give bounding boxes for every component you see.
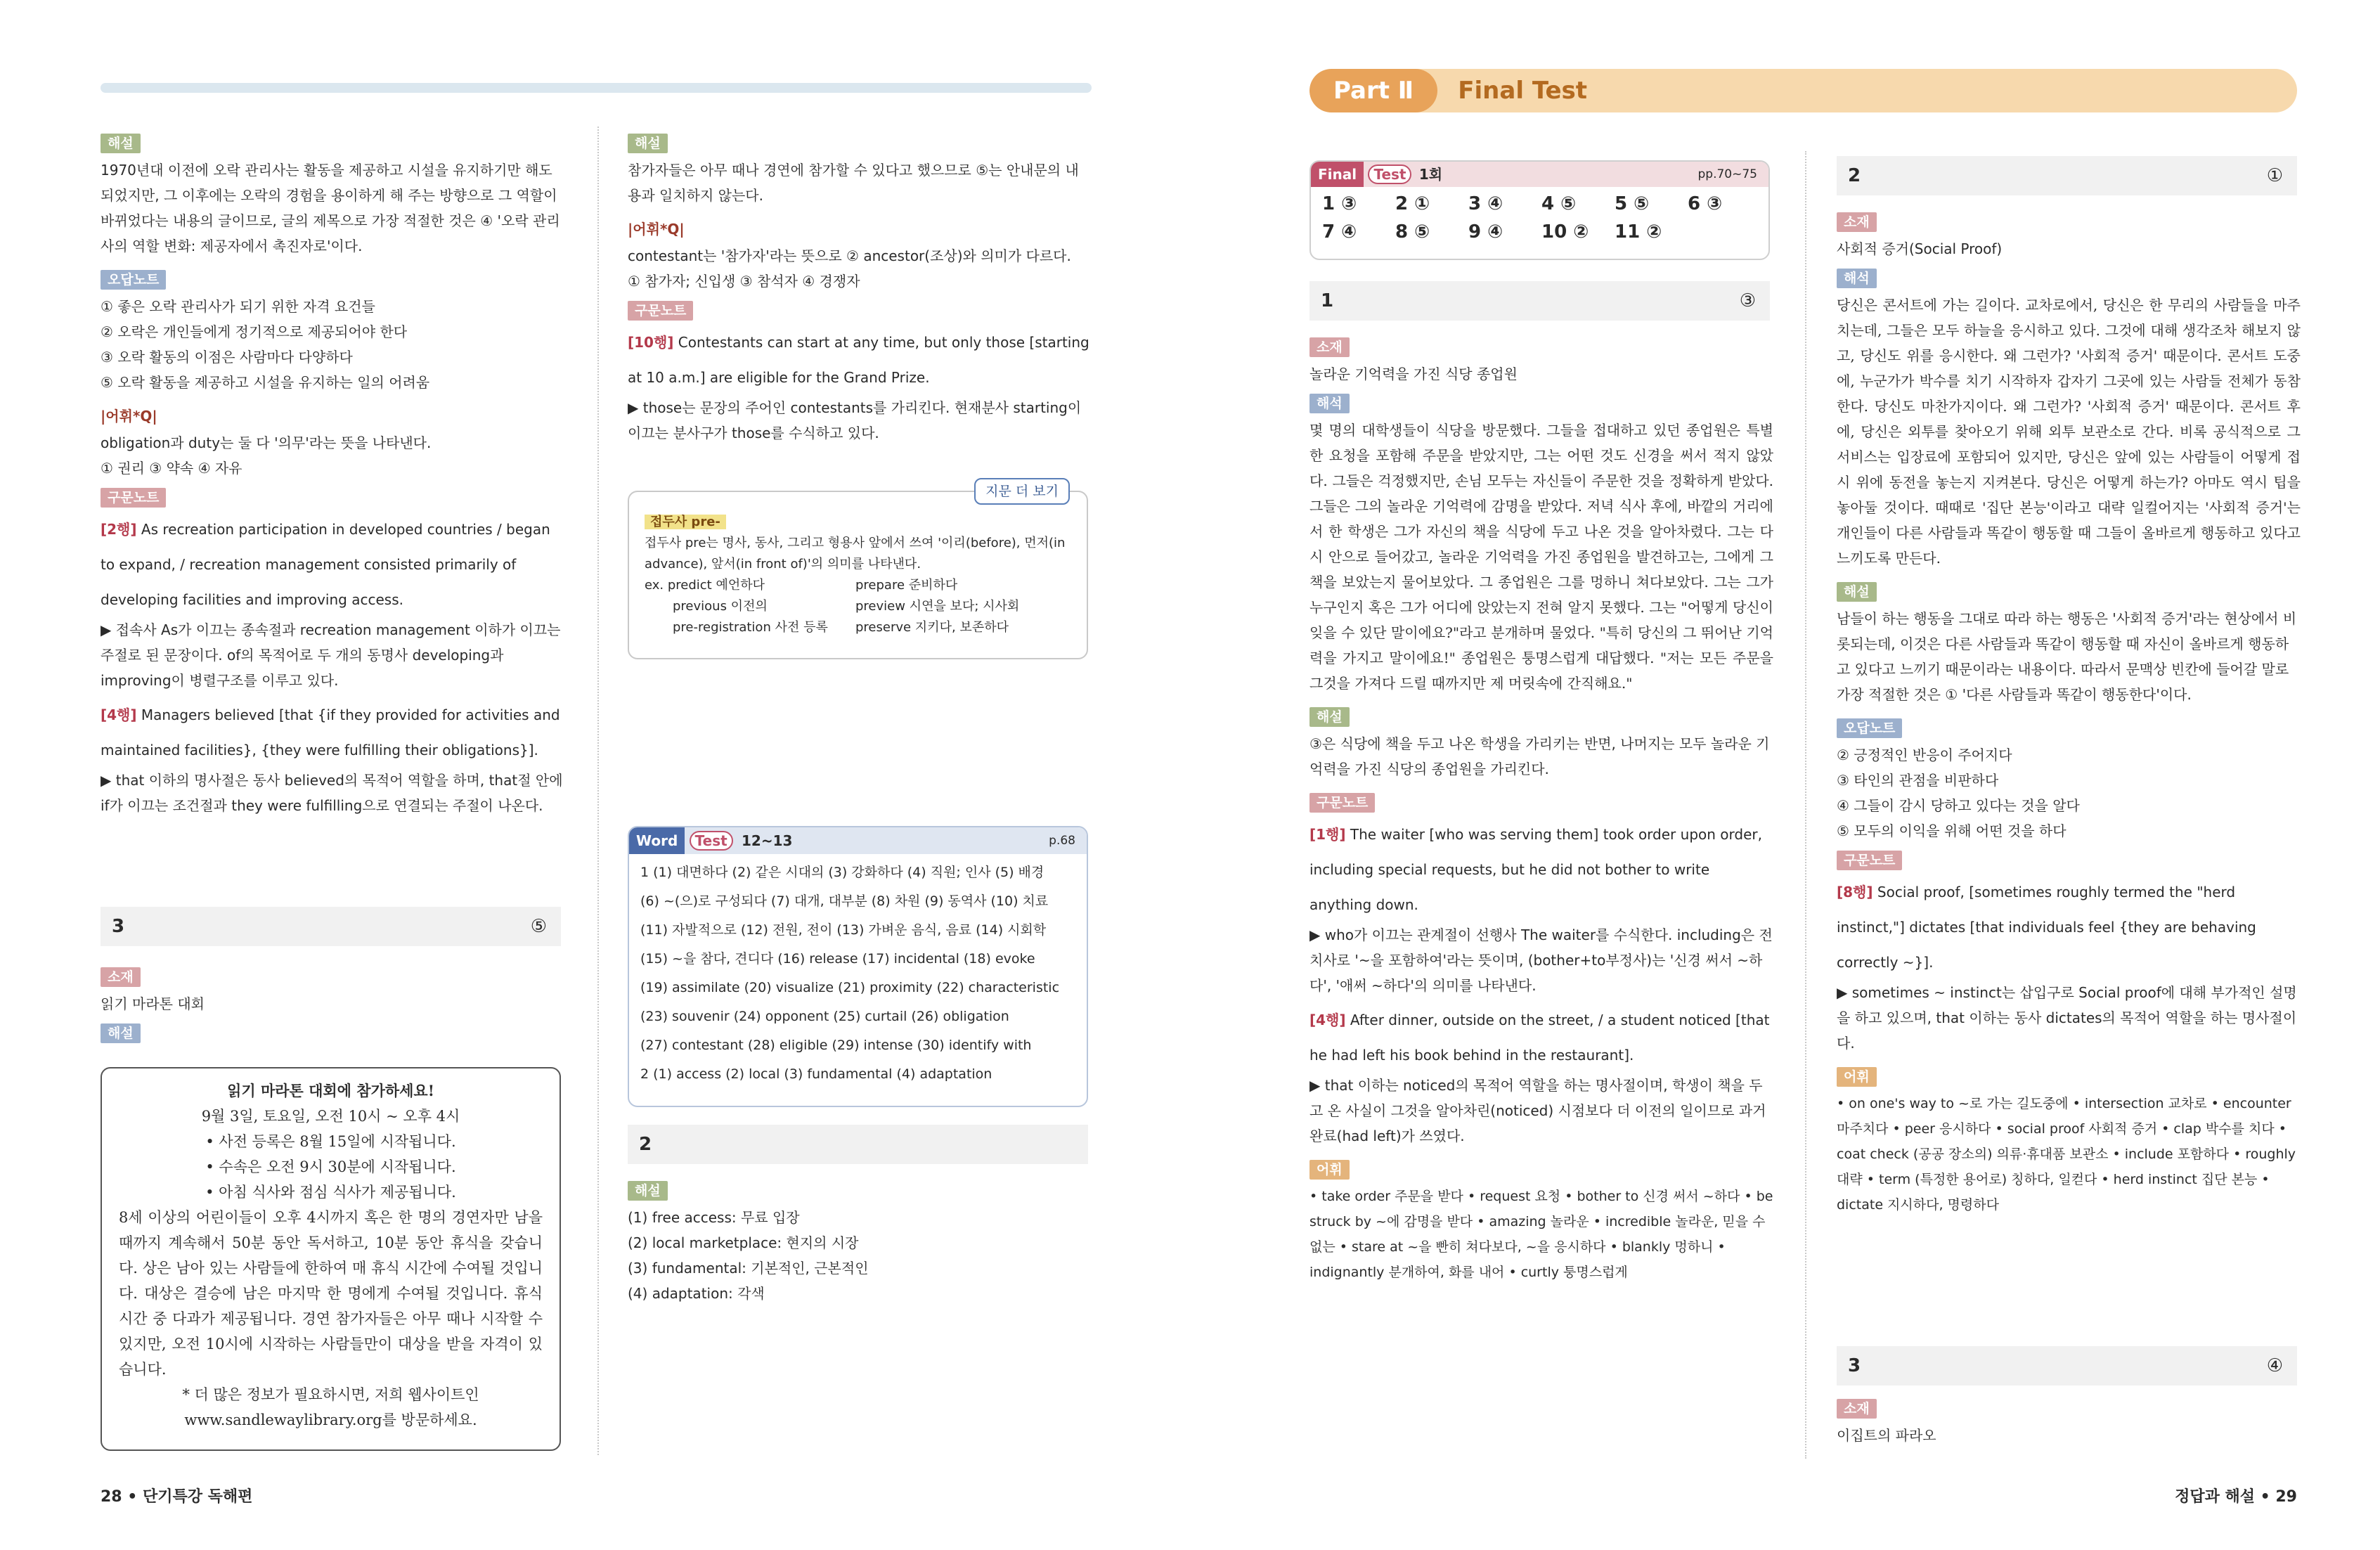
answer-cell: 4 ⑤ bbox=[1541, 193, 1577, 214]
sentence-text: Managers believed [that {if they provided for activities and maintained facilities}, {they were fulfilling their obligations}]. bbox=[101, 706, 560, 758]
answer-cell: 7 ④ bbox=[1322, 221, 1357, 243]
section-answer: ③ bbox=[1739, 290, 1756, 311]
section-3-header bbox=[101, 907, 561, 946]
final-test-box bbox=[1309, 160, 1770, 260]
gumun-explanation-2: ▶ that 이하는 noticed의 목적어 역할을 하는 명사절이며, 학생이 책을 두고 온 사실이 그것을 알아차린(noticed) 시점보다 더 이전의 일이므로 과거완료(had left)가 쓰였다. bbox=[1309, 1077, 1766, 1144]
eohwi-tag: 어휘 bbox=[1837, 1067, 1877, 1087]
sojae-tag: 소재 bbox=[101, 967, 141, 987]
answer-cell: 1 ③ bbox=[1322, 193, 1357, 214]
eohwi-text: • take order 주문을 받다 • request 요청 • bother to 신경 써서 ~하다 • be struck by ~에 감명을 받다 • amazing 놀라운 • incredible 놀라운, 믿을 수 없는 • stare at ~을 빤히 쳐다보다, ~을 응시하다 • blankly 멍하니 • indignantly 분개하여, 화를 내어 • curtly 퉁명스럽게 bbox=[1309, 1189, 1773, 1280]
final-test-header bbox=[1311, 162, 1768, 187]
vocab-q-text: obligation과 duty는 둘 다 '의무'라는 뜻을 나타낸다. bbox=[101, 434, 432, 451]
section-answer: ⑤ bbox=[530, 916, 547, 937]
sentence-text: Social proof, [sometimes roughly termed the "herd instinct,"] dictates [that individuals feel {they are behaving correctly ~}]. bbox=[1837, 884, 2256, 971]
final-test-pages: pp.70~75 bbox=[1697, 167, 1757, 181]
haeseol-tag: 해설 bbox=[1837, 582, 1877, 602]
section-number: 2 bbox=[1848, 165, 1861, 186]
line-ref: [4행] bbox=[101, 706, 137, 723]
section-3-meta-right bbox=[1837, 1392, 2301, 1448]
right-column-4 bbox=[1837, 205, 2301, 1222]
haeseol-text: ③은 식당에 책을 두고 나온 학생을 가리키는 반면, 나머지는 모두 놀라운 기억력을 가진 식당의 종업원을 가리킨다. bbox=[1309, 735, 1770, 777]
answer-cell: 10 ② bbox=[1541, 221, 1589, 243]
word-test-line: (15) ~을 참다, 견디다 (16) release (17) incidental (18) evoke bbox=[640, 951, 1035, 967]
answer-cell: 9 ④ bbox=[1468, 221, 1503, 243]
odab-item: ③ 타인의 관점을 비판하다 bbox=[1837, 772, 1999, 789]
notice-bullet: • 수속은 오전 9시 30분에 시작됩니다. bbox=[205, 1158, 456, 1175]
haeseol-tag: 해설 bbox=[628, 1181, 668, 1201]
word-test-page: p.68 bbox=[1049, 834, 1075, 848]
sojae-tag: 소재 bbox=[1837, 212, 1877, 232]
sentence-text: After dinner, outside on the street, / a student noticed [that he had left his book behind in the restaurant]. bbox=[1309, 1012, 1770, 1064]
left-column-2 bbox=[628, 127, 1092, 450]
line-ref: [10행] bbox=[628, 334, 674, 351]
answer-cell: 11 ② bbox=[1615, 221, 1662, 243]
odab-item: ② 긍정적인 반응이 주어지다 bbox=[1837, 747, 2012, 763]
column-divider bbox=[1805, 151, 1806, 1459]
left-column-1 bbox=[101, 127, 564, 822]
gumun-sentence-1 bbox=[101, 512, 564, 617]
gumun-tag: 구문노트 bbox=[101, 488, 166, 508]
notice-footer: * 더 많은 정보가 필요하시면, 저희 웹사이트인 bbox=[182, 1386, 479, 1403]
top-rule-left bbox=[101, 83, 1092, 93]
gumun-explanation: ▶ sometimes ~ instinct는 삽입구로 Social proof에 대해 부가적인 설명을 하고 있으며, that 이하는 동사 dictates의 목적어 역할을 하는 명사절이다. bbox=[1837, 984, 2297, 1052]
word-test-line: 2 (1) access (2) local (3) fundamental (4) adaptation bbox=[640, 1066, 992, 1082]
odab-list bbox=[1837, 742, 2301, 844]
sentence-text: As recreation participation in developed countries / began to expand, / recreation management consisted primarily of developing facilities and improving access. bbox=[101, 521, 550, 608]
vocab-q-heading: |어휘*Q| bbox=[628, 221, 685, 238]
prefix-title: 접두사 pre- bbox=[645, 515, 726, 529]
more-passage-label: 지문 더 보기 bbox=[974, 478, 1070, 505]
sentence-text: Contestants can start at any time, but only those [starting at 10 a.m.] are eligible for the Grand Prize. bbox=[628, 334, 1089, 386]
gumun-explanation-2: ▶ that 이하의 명사절은 동사 believed의 목적어 역할을 하며, that절 안에 if가 이끄는 조건절과 they were fulfilling으로 연결되는 주절이 나온다. bbox=[101, 772, 563, 814]
more-passage-box bbox=[628, 484, 1088, 659]
part-banner bbox=[1309, 69, 2297, 112]
odab-item: ⑤ 오락 활동을 제공하고 시설을 유지하는 일의 어려움 bbox=[101, 374, 430, 391]
notice-bullet: • 아침 식사와 점심 식사가 제공됩니다. bbox=[205, 1184, 456, 1201]
prefix-example: ex. predict 예언하다 bbox=[645, 578, 765, 593]
prefix-example: previous 이전의 bbox=[673, 599, 768, 614]
haeseol-tag: 해설 bbox=[1309, 707, 1350, 727]
gumun-tag: 구문노트 bbox=[628, 301, 693, 321]
sojae-text: 사회적 증거(Social Proof) bbox=[1837, 240, 2003, 257]
gumun-explanation-1: ▶ 접속사 As가 이끄는 종속절과 recreation management 이하가 이끄는 주절로 된 문장이다. of의 목적어로 두 개의 동명사 developing과 improving이 병렬구조를 이루고 있다. bbox=[101, 621, 561, 689]
answer-item: (1) free access: 무료 입장 bbox=[628, 1209, 800, 1226]
gumun-tag: 구문노트 bbox=[1309, 793, 1375, 813]
haeseok-tag: 해석 bbox=[1837, 269, 1877, 288]
haeseok-tag: 해석 bbox=[1309, 394, 1350, 413]
part-title: Final Test bbox=[1458, 77, 1588, 105]
prefix-example: prepare 준비하다 bbox=[855, 578, 958, 593]
eohwi-tag: 어휘 bbox=[1309, 1160, 1350, 1180]
prefix-example: pre-registration 사전 등록 bbox=[673, 620, 828, 635]
section-number: 3 bbox=[1848, 1355, 1861, 1376]
gumun-sentence-2 bbox=[1309, 1002, 1773, 1073]
vocab-q-heading: |어휘*Q| bbox=[101, 408, 157, 425]
notice-footer-url: www.sandlewaylibrary.org를 방문하세요. bbox=[184, 1412, 477, 1428]
notice-title: 읽기 마라톤 대회에 참가하세요! bbox=[227, 1082, 434, 1099]
answer-cell: 2 ① bbox=[1395, 193, 1430, 214]
answer-cell: 8 ⑤ bbox=[1395, 221, 1430, 243]
answer-cell: 5 ⑤ bbox=[1615, 193, 1650, 214]
prefix-example-row bbox=[645, 617, 1071, 638]
answer-cell: 6 ③ bbox=[1688, 193, 1723, 214]
odab-item: ④ 그들이 감시 당하고 있다는 것을 알다 bbox=[1837, 797, 2080, 814]
odab-list bbox=[101, 294, 564, 395]
sojae-text: 이집트의 파라오 bbox=[1837, 1427, 1936, 1444]
line-ref: [1행] bbox=[1309, 826, 1346, 843]
final-test-label: Final bbox=[1311, 162, 1364, 187]
page-footer-left: 28 • 단기특강 독해편 bbox=[101, 1488, 253, 1506]
notice-body: 8세 이상의 어린이들이 오후 4시까지 혹은 한 명의 경연자만 남을 때까지 계속해서 50분 동안 독서하고, 10분 동안 휴식을 갖습니다. 상은 남아 있는 사람들에 한하여 매 휴식 시간에 수여될 것입니다. 대상은 결승에 남은 마지막 한 명에게 수여될 것입니다. 휴식 시간 중 다과가 제공됩니다. 경연 참가자들은 아무 때나 시작할 수 있지만, 오전 10시에 시작하는 사람들만이 대상을 받을 자격이 있습니다. bbox=[119, 1209, 543, 1378]
word-test-header bbox=[629, 827, 1087, 854]
section-3-meta bbox=[101, 960, 564, 1047]
sojae-tag: 소재 bbox=[1837, 1399, 1877, 1419]
word-test-line: (27) contestant (28) eligible (29) intense (30) identify with bbox=[640, 1038, 1032, 1053]
gumun-sentence bbox=[1837, 874, 2301, 980]
page-footer-right: 정답과 해설 • 29 bbox=[2175, 1488, 2297, 1506]
odab-item: ① 좋은 오락 관리사가 되기 위한 자격 요건들 bbox=[101, 298, 375, 315]
haeseok-text: 몇 명의 대학생들이 식당을 방문했다. 그들을 접대하고 있던 종업원은 특별한 요청을 포함해 주문을 받았지만, 그는 어떤 것도 신경을 써서 적지 않았다. 그들은 걱정했지만, 손님 모두는 자신들이 주문한 것을 정확하게 받았다. 그들은 그의 놀라운 기억력에 감명을 받았다. 저녁 식사 후에, 바깥의 거리에서 한 학생은 그가 자신의 책을 식당에 두고 나온 것을 알아차렸다. 그는 다시 안으로 들어갔고, 놀라운 기억력을 가진 종업원을 발견하고는, 그에게 그 책을 보았는지 물어보았다. 그 종업원은 그를 멍하니 쳐다보았다. 그는 그가 누구인지 혹은 그가 어디에 앉았는지 전혀 알지 못했다. 그는 "어떻게 당신이 잊을 수 있단 말이에요?"라고 분개하며 물었다. "특히 당신의 그 뛰어난 기억력을 가지고 말이에요!" 종업원은 퉁명스럽게 대답했다. "저는 모든 주문을 그것을 가져다 드릴 때까지만 제 머릿속에 간직해요." bbox=[1309, 422, 1773, 692]
notice-box bbox=[101, 1067, 561, 1451]
section-answer: ④ bbox=[2266, 1355, 2283, 1376]
prefix-example-row bbox=[645, 575, 1071, 596]
answer-item: (3) fundamental: 기본적인, 근본적인 bbox=[628, 1260, 869, 1277]
answer-item: (4) adaptation: 각색 bbox=[628, 1285, 765, 1302]
section-2-body bbox=[628, 1174, 1092, 1306]
haeseol-text: 남들이 하는 행동을 그대로 따라 하는 행동은 '사회적 증거'라는 현상에서 비롯되는데, 이것은 다른 사람들과 똑같이 행동할 때 자신이 올바르게 행동하고 있다고 느끼기 때문이라는 내용이다. 따라서 문맥상 빈칸에 들어갈 말로 가장 적절한 것은 ① '다른 사람들과 똑같이 행동한다'이다. bbox=[1837, 610, 2297, 703]
word-test-line: (6) ~(으)로 구성되다 (7) 대개, 대부분 (8) 차원 (9) 동역사 (10) 치료 bbox=[640, 893, 1049, 909]
haeseol-text: 1970년대 이전에 오락 관리사는 활동을 제공하고 시설을 유지하기만 해도 되었지만, 그 이후에는 오락의 경험을 용이하게 해 주는 방향으로 그 역할이 바뀌었다는 내용의 글이므로, 글의 제목으로 가장 적절한 것은 ④ '오락 관리사의 역할 변화: 제공자에서 촉진자로'이다. bbox=[101, 162, 560, 254]
word-test-line: (11) 자발적으로 (12) 전원, 전이 (13) 가벼운 음식, 음료 (14) 시회학 bbox=[640, 922, 1047, 938]
section-number: 2 bbox=[639, 1134, 652, 1155]
prefix-example: preview 시연을 보다; 시사회 bbox=[855, 599, 1020, 614]
part-label: Part Ⅱ bbox=[1309, 69, 1437, 112]
final-test-label-2: Test bbox=[1368, 164, 1411, 184]
gumun-sentence-2 bbox=[101, 697, 564, 768]
eohwi-text: • on one's way to ~로 가는 길도중에 • intersection 교차로 • encounter 마주치다 • peer 응시하다 • social proof 사회적 증거 • clap 박수를 치다 • coat check (공공 장소의) 의류·휴대품 보관소 • include 포함하다 • roughly 대략 • term (특정한 용어로) 칭하다, 일컫다 • herd instinct 집단 본능 • dictate 지시하다, 명령하다 bbox=[1837, 1096, 2296, 1213]
haeseol-tag: 해설 bbox=[101, 134, 141, 153]
word-test-line: (19) assimilate (20) visualize (21) proximity (22) characteristic bbox=[640, 980, 1060, 995]
sojae-tag: 소재 bbox=[1309, 337, 1350, 357]
final-test-answers bbox=[1311, 187, 1768, 249]
word-test-box bbox=[628, 826, 1088, 1107]
section-number: 1 bbox=[1321, 290, 1334, 311]
odab-item: ② 오락은 개인들에게 정기적으로 제공되어야 한다 bbox=[101, 323, 408, 340]
vocab-q-text: contestant는 '참가자'라는 뜻으로 ② ancestor(조상)와 의미가 다르다. bbox=[628, 247, 1071, 264]
haeseol-text: 참가자들은 아무 때나 경연에 참가할 수 있다고 했으므로 ⑤는 안내문의 내용과 일치하지 않는다. bbox=[628, 162, 1079, 204]
odab-tag: 오답노트 bbox=[101, 270, 166, 290]
section-2-header bbox=[628, 1125, 1088, 1164]
haeseol-tag: 해설 bbox=[628, 134, 668, 153]
haeseok-tag: 해설 bbox=[101, 1023, 141, 1043]
line-ref: [8행] bbox=[1837, 884, 1873, 900]
sentence-text: The waiter [who was serving them] took order upon order, including special requests, but he did not bother to write anything down. bbox=[1309, 826, 1762, 913]
word-test-line: 1 (1) 대면하다 (2) 같은 시대의 (3) 강화하다 (4) 직원; 인사 (5) 배경 bbox=[640, 865, 1045, 880]
section-number: 3 bbox=[112, 916, 125, 937]
sojae-text: 놀라운 기억력을 가진 식당 종업원 bbox=[1309, 366, 1518, 382]
gumun-sentence bbox=[628, 325, 1092, 395]
gumun-explanation: ▶ those는 문장의 주어인 contestants를 가리킨다. 현재분사 starting이 이끄는 분사구가 those를 수식하고 있다. bbox=[628, 399, 1082, 441]
section-2-header-right bbox=[1837, 156, 2297, 195]
word-test-answers bbox=[629, 854, 1087, 1093]
gumun-tag: 구문노트 bbox=[1837, 851, 1902, 870]
word-test-line: (23) souvenir (24) opponent (25) curtail (26) obligation bbox=[640, 1009, 1009, 1024]
prefix-description: 접두사 pre는 명사, 동사, 그리고 형용사 앞에서 쓰여 '이리(before), 먼저(in advance), 앞서(in front of)'의 의미를 나타낸다. bbox=[645, 536, 1066, 571]
final-test-round: 1회 bbox=[1418, 166, 1443, 183]
haeseok-text: 당신은 콘서트에 가는 길이다. 교차로에서, 당신은 한 무리의 사람들을 마주치는데, 그들은 모두 하늘을 응시하고 있다. 그것에 대해 생각조차 해보지 않고, 당신도 위를 응시한다. 왜 그런가? '사회적 증거' 때문이다. 콘서트 도중에, 누군가가 박수를 치기 시작하자 갑자기 그곳에 있는 사람들 전체가 동참한다. 당신도 마찬가지이다. 왜 그런가? '사회적 증거' 때문이다. 콘서트 후에, 당신은 외투를 찾아오기 위해 외투 보관소로 간다. 비록 공식적으로 그 서비스는 입장료에 포함되어 있지만, 당신은 앞에 있는 사람들이 어떻게 접시 위에 동전을 놓는지 지켜본다. 당신은 어떻게 하는가? 아마도 역시 팁을 놓아둘 것이다. 때때로 '집단 본능'이라고 대략 일컬어지는 '사회적 증거'는 개인들이 다른 사람들과 똑같이 행동할 때 그들이 올바르게 행동하고 있다고 느끼도록 만든다. bbox=[1837, 297, 2301, 567]
answer-cell: 3 ④ bbox=[1468, 193, 1503, 214]
section-1-header bbox=[1309, 281, 1770, 321]
vocab-q-choices: ① 권리 ③ 약속 ④ 자유 bbox=[101, 460, 242, 477]
column-divider bbox=[597, 127, 599, 1455]
word-test-range: 12~13 bbox=[742, 832, 793, 849]
notice-date: 9월 3일, 토요일, 오전 10시 ~ 오후 4시 bbox=[201, 1108, 460, 1125]
line-ref: [2행] bbox=[101, 521, 137, 538]
odab-tag: 오답노트 bbox=[1837, 718, 1902, 738]
gumun-sentence-1 bbox=[1309, 817, 1773, 922]
prefix-example: preserve 지키다, 보존하다 bbox=[855, 620, 1009, 635]
odab-item: ③ 오락 활동의 이점은 사람마다 다양하다 bbox=[101, 349, 353, 366]
sojae-text: 읽기 마라톤 대회 bbox=[101, 995, 205, 1012]
section-answer: ① bbox=[2266, 165, 2283, 186]
line-ref: [4행] bbox=[1309, 1012, 1346, 1028]
prefix-example-row bbox=[645, 596, 1071, 617]
answer-item: (2) local marketplace: 현지의 시장 bbox=[628, 1234, 859, 1251]
vocab-q-choices: ① 참가자; 신입생 ③ 참석자 ④ 경쟁자 bbox=[628, 273, 860, 290]
word-test-label: Word bbox=[629, 827, 685, 854]
gumun-explanation-1: ▶ who가 이끄는 관계절이 선행사 The waiter를 수식한다. including은 전치사로 '~을 포함하여'라는 뜻이며, (bother+to부정사)는 '신경 써서 ~하다', '애써 ~하다'의 의미를 나타낸다. bbox=[1309, 926, 1773, 994]
section-3-header-right bbox=[1837, 1346, 2297, 1386]
right-column-3 bbox=[1309, 330, 1773, 1289]
notice-bullet: • 사전 등록은 8월 15일에 시작됩니다. bbox=[205, 1133, 456, 1150]
odab-item: ⑤ 모두의 이익을 위해 어떤 것을 하다 bbox=[1837, 822, 2067, 839]
word-test-label-2: Test bbox=[690, 831, 733, 851]
